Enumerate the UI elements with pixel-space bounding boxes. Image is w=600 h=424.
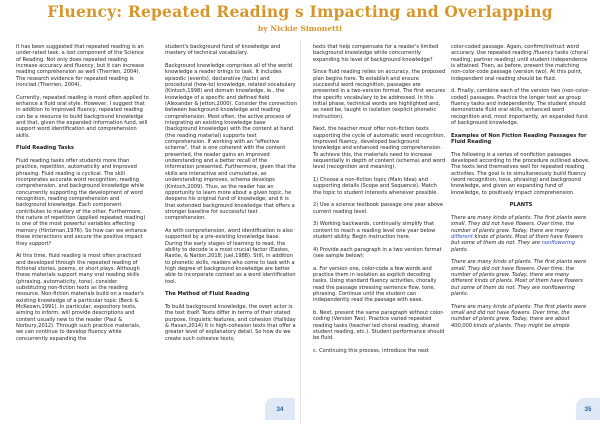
list-item: a. For version one, color-code a few words and practice them in isolation as explicit decoding tasks. Using standard fluency activities, chorally read the passage stressing sentence flow, tone, phrasing. Continue until the student can independently read the passage with ease. [313, 265, 437, 304]
column-2 [165, 44, 298, 412]
passage-text: There are many kinds of plants. The first plants were small. They did not have flowers. Over time, the number of plants grew. Today, there are many [451, 215, 587, 234]
list-item: 2) Use a science textbook passage one year above current reading level. [313, 202, 444, 215]
section-heading: Fluid Reading Tasks [16, 145, 75, 152]
section-heading: Examples of Non Fiction Reading Passages for Fluid Reading [451, 132, 587, 146]
passage-text: kinds of plants. Most of them have flowers but some of them do not. They are [451, 234, 583, 247]
list-item: 3) Working backwards, continually simplify that content to reach a reading level one year below student ability. Begin instruction here. [313, 221, 436, 241]
list-item: 1) Choose a non-fiction topic (Main Idea) and supporting details (Scope and Sequence). Match the topic to student interests whenever possible. [313, 177, 439, 196]
list-item: 4) Provide each paragraph in a two version format (see sample below): [313, 246, 442, 260]
paragraph: d. Finally, combine each of the version two (non-color-coded) passages. Practice the longer text as group fluency tasks and independently. The student should demonstrate fluid oral skills, enhanced word recognition and, most importantly, an expanded fund of background knowledge. [451, 88, 590, 127]
column-1 [16, 44, 149, 412]
paragraph: Fluid reading tasks offer students more than practice, repetition, automaticity and improved phrasing. Fluid reading is cyclical. The skill incorporates accurate word recognition, reading comprehension, and background knowledge while concurrently supporting the development of word recognition, reading comprehension and background knowledge. Each component contributes to mastery of the other. Furthermore, the nature of repetition (applied repeated reading) is one of the most powerful variables affecting memory (Hintzman,1976). So how can we enhance these interactions and secure the positive impact they support? [16, 158, 147, 247]
sample-passage-plain: There are many kinds of plants. The first plants were small. They did not have flowers. Over time, the number of plants grew. Today, there are many different kinds of plants. Most of them have flowers but some of them do not. They are nonflowering plants. [451, 259, 587, 298]
paragraph: Since fluid reading relies on accuracy, the proposed plan begins here. To establish and ensure successful word recognition, passages are presented in a two-version format. The first secures the specific vocabulary to be addressed. In this initial phase, technical words are highlighted and, as need be, taught in isolation (explicit phonetic instruction). [313, 69, 446, 120]
paragraph: Background knowledge comprises all of the world knowledge a reader brings to task. It includes episodic (events), declarative (facts) and procedural (how-to) knowledge, related vocabulary (Kintsch,1998) and domain knowledge, ie., the knowledge of a specific and defined field (Alexander & Jetton,2000). Consider the connection between background knowledge and reading comprehension. Most often, the active process of integrating an existing knowledge base (background knowledge) with the content at hand (the reading material) supports text comprehension. If working with an "effective schema", that is one coherent with the content presented, the reader gains an improved understanding and a better recall of the information presented. Furthermore, given that the skills are interactive and cumulative, as understanding improves, schema develops (Kintsch,2009). Thus, as the reader has an opportunity to learn more about a given topic, he deepens his original fund of knowledge; and it is that extended background knowledge that offers a stronger baseline for successful text comprehension. [165, 62, 297, 222]
list-item: b. Next, present the same paragraph without color-coding (Version Two). Practice varied repeated reading tasks (teacher led choral reading, shared student reading, etc.). Student performance should be fluid. [313, 310, 445, 342]
paragraph: To build background knowledge, the overt actor is the text itself. Texts differ in terms of their stated purpose, linguistic features, and cohesion (Halliday & Hasan,2014) It is high-cohesion texts that offer a greater level of explanatory detail. So how do we create such cohesive texts; [165, 303, 296, 342]
list-item: c. Continuing this process, introduce the next [313, 348, 430, 355]
page-number-left: 34 [265, 398, 295, 420]
paragraph: The following is a series of nonfiction passages developed according to the procedure outlined above. The texts lend themselves well for repeated reading activities. The goal is to simultaneously build fluency (word recognition, tone, phrasing) and background knowledge, and given an expanding fund of knowledge, to positively impact comprehension. [451, 151, 590, 196]
author-byline: by Nickie Simonetti [257, 24, 343, 33]
paragraph: color-coded passage. Again, confirm/instruct word accuracy. Use repeated reading /fluency tasks (choral reading; partner reading) until student independence is attained. Then, as before, present the matching non-color-code passage (version two). At this point, independent oral reading should be fluid. [451, 44, 588, 82]
paragraph: As with comprehension, word identification is also supported by a pre-existing knowledge base. During the early stages of learning to read, the ability to decode is a most crucial factor (Eastes, Rastle, & Nation,2018; Juel,1988). Still, in addition to phonetic skills, readers who come to task with a high degree of background knowledge are better able to incorporate context as a word identification tool. [165, 227, 296, 285]
column-4 [451, 44, 591, 412]
plants-heading: PLANTS [509, 202, 533, 209]
paragraph: It has been suggested that repeated reading is an under-rated task, a lost component of the Science of Reading. Not only does repeated reading increase accuracy and fluency, but it can increase reading comprehension as well (Therrien, 2004). The research evidence for repeated reading is ironclad (Therrien, 2004). [16, 44, 145, 89]
page-gutter [300, 40, 301, 424]
page-number-right: 35 [576, 398, 600, 420]
section-heading: The Method of Fluid Reading [165, 291, 250, 298]
column-3 [313, 44, 446, 412]
page-title: Fluency: Repeated Reading s Impacting and Overlapping [47, 2, 553, 21]
paragraph: Currently, repeated reading is most often applied to enhance a fluid oral style. However, I suggest that in addition to improved fluency, repeated reading can be a resource to build background knowledge and that, given the expanded information fund, will support word identification and comprehension skills. [16, 94, 149, 139]
highlighted-word: nonflowering [541, 240, 575, 247]
passage-text: plants. [451, 246, 469, 253]
sample-passage-extended: There are many kinds of plants. The first plants were small and did not have flowers. Over time, the number of plants grew. Today, there are about 400,000 kinds of plants. They might be simple [451, 303, 587, 329]
paragraph: Next, the teacher must offer non-fiction texts supporting the cycle of automatic word recognition, improved fluency, developed background knowledge and enhanced reading comprehension. To achieve this, the materials need to increase sequentially in depth of content (schema) and word level (recognition and meaning). [313, 126, 446, 171]
paragraph: texts that help compensate for a reader's limited background knowledge while concurrently expanding his level of background knowledge? [313, 44, 439, 63]
highlighted-word: different [451, 234, 473, 241]
paragraph: student's background fund of knowledge and mastery of technical vocabulary. [165, 44, 281, 57]
paragraph: At this time, fluid reading is most often practiced and developed through the repeated reading of fictional stories, poems, or short plays. Although these materials support many oral reading skills (phrasing, automaticity, tone), consider substituting non-fiction texts as the reading resource. Non-fiction materials build on a reader's existing knowledge of a particular topic (Beck & McKeown,1991). In particular, expository texts, aiming to inform, will provide descriptions and content usually new to the reader (Paul & Norbury,2012). Through such practice materials, we can continue to develop fluency while concurrently expanding the [16, 253, 144, 342]
sample-passage-color-coded [451, 215, 591, 253]
